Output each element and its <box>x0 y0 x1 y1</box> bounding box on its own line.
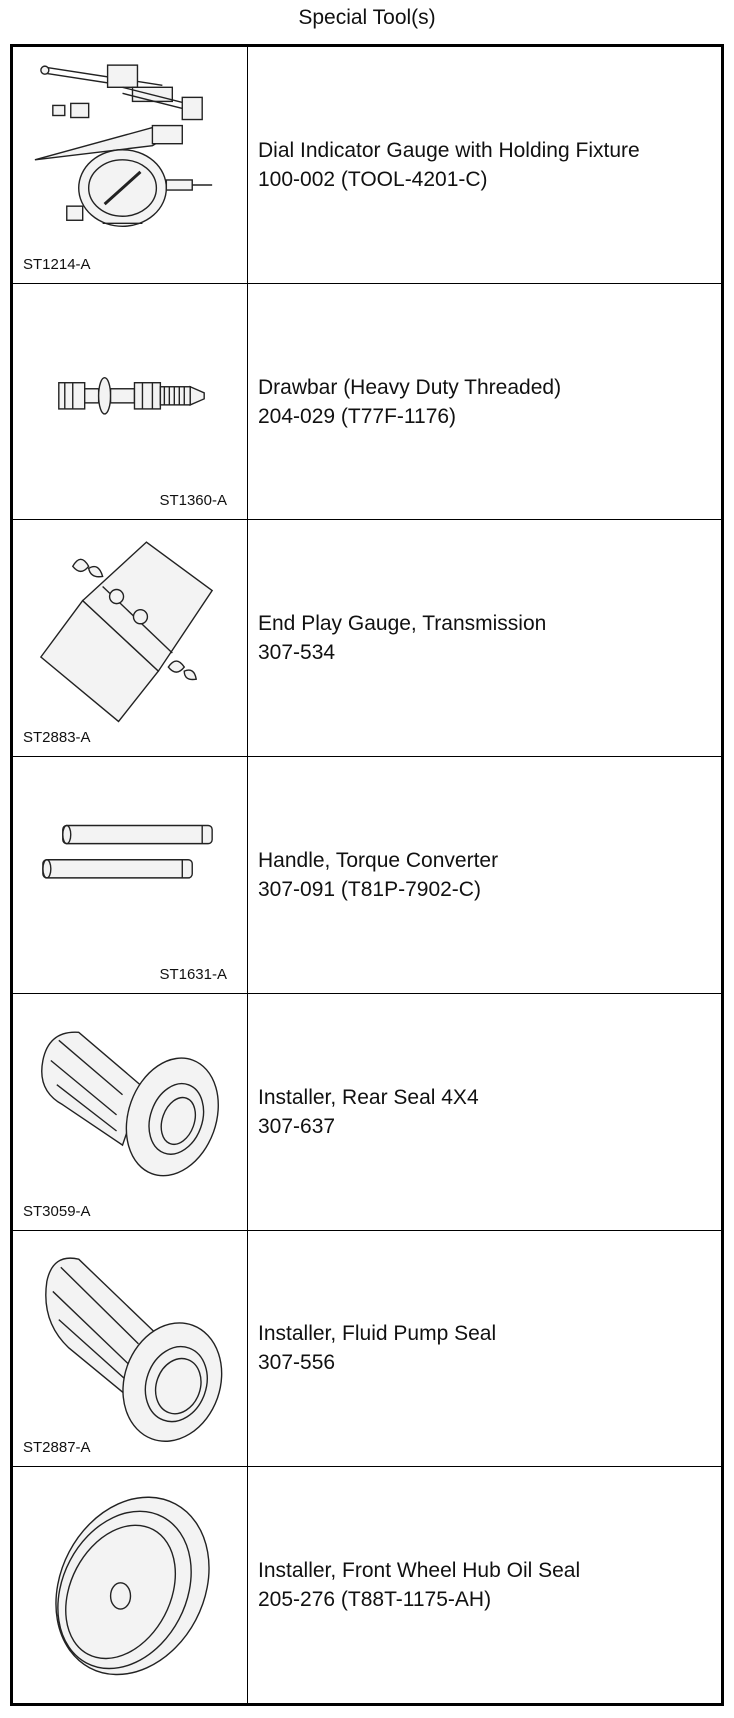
tool-number: 307-534 <box>258 641 336 665</box>
special-tools-table <box>10 44 724 1706</box>
tool-ref-code: ST2887-A <box>23 1439 91 1457</box>
tool-illustration <box>13 284 248 520</box>
tool-row <box>13 1231 721 1468</box>
tool-description <box>248 994 721 1230</box>
tool-description <box>248 284 721 520</box>
tool-row <box>13 284 721 521</box>
tool-name: Installer, Front Wheel Hub Oil Seal <box>258 1559 581 1583</box>
hub-oil-seal-installer-icon <box>13 1467 247 1703</box>
tool-row <box>13 1467 721 1703</box>
dial-indicator-icon <box>13 47 247 283</box>
tool-row <box>13 520 721 757</box>
tool-illustration <box>13 47 248 283</box>
tool-name: End Play Gauge, Transmission <box>258 612 547 636</box>
tool-illustration <box>13 757 248 993</box>
end-play-gauge-icon <box>13 520 247 756</box>
tool-description <box>248 1467 721 1703</box>
tool-description <box>248 47 721 283</box>
tool-number: 307-091 (T81P-7902-C) <box>258 878 481 902</box>
tool-name: Dial Indicator Gauge with Holding Fixture <box>258 138 640 162</box>
tool-ref-code: ST1214-A <box>23 255 91 273</box>
tool-name: Installer, Fluid Pump Seal <box>258 1322 497 1346</box>
tool-number: 307-637 <box>258 1114 336 1138</box>
drawbar-icon <box>13 284 247 520</box>
tool-illustration <box>13 994 248 1230</box>
tool-ref-code: ST1360-A <box>159 492 227 510</box>
tool-description <box>248 1231 721 1467</box>
tool-description <box>248 757 721 993</box>
tool-number: 100-002 (TOOL-4201-C) <box>258 167 488 191</box>
fluid-pump-seal-installer-icon <box>13 1231 247 1467</box>
tool-name: Drawbar (Heavy Duty Threaded) <box>258 375 562 399</box>
tool-ref-code: ST3059-A <box>23 1202 91 1220</box>
tool-name: Installer, Rear Seal 4X4 <box>258 1085 479 1109</box>
tool-illustration <box>13 520 248 756</box>
tool-row <box>13 757 721 994</box>
tool-number: 307-556 <box>258 1351 336 1375</box>
tool-illustration <box>13 1231 248 1467</box>
torque-converter-handle-icon <box>13 757 247 993</box>
tool-name: Handle, Torque Converter <box>258 849 499 873</box>
rear-seal-installer-icon <box>13 994 247 1230</box>
tool-row <box>13 994 721 1231</box>
tool-ref-code: ST1631-A <box>159 965 227 983</box>
tool-ref-code: ST2883-A <box>23 729 91 747</box>
tool-illustration <box>13 1467 248 1703</box>
tool-description <box>248 520 721 756</box>
page-title: Special Tool(s) <box>298 6 436 29</box>
tool-number: 205-276 (T88T-1175-AH) <box>258 1588 492 1612</box>
tool-number: 204-029 (T77F-1176) <box>258 404 457 428</box>
tool-row <box>13 47 721 284</box>
